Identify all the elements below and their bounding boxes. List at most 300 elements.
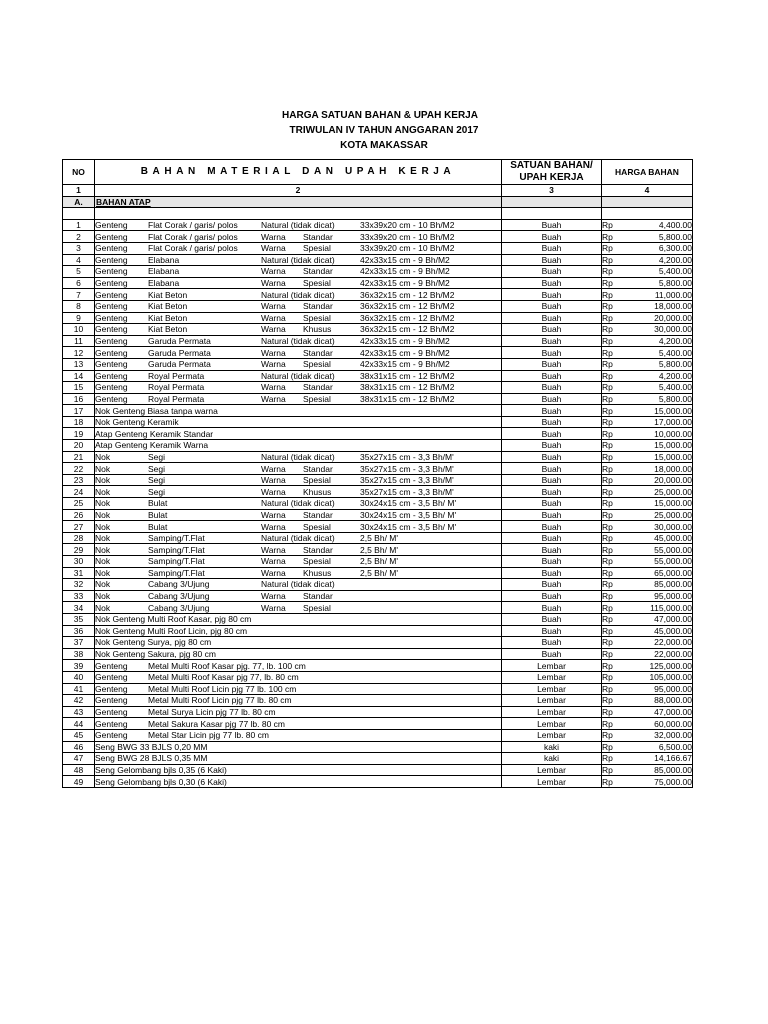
table-row: [63, 613, 693, 625]
currency-label: Rp: [602, 544, 613, 555]
material-description: Seng Gelombang bjls 0,35 (6 Kaki): [95, 764, 227, 775]
material-cell: [95, 219, 502, 231]
finish-grade: Spesial: [303, 243, 331, 254]
table-row: [63, 277, 693, 289]
material-cell: [95, 532, 502, 544]
finish-grade: Standar: [303, 591, 333, 602]
spacer-cell: [602, 208, 693, 220]
finish-type: Warna: [261, 231, 286, 242]
material-model: Kiat Beton: [148, 312, 188, 323]
table-row: [63, 729, 693, 741]
row-number: 47: [63, 753, 95, 765]
material-type: Nok: [95, 533, 111, 544]
material-size: 42x33x15 cm - 9 Bh/M2: [360, 359, 450, 370]
material-spec: Metal Sakura Kasar pjg 77 lb. 80 cm: [148, 718, 286, 729]
material-type: Nok: [95, 602, 111, 613]
finish-grade: Spesial: [303, 602, 331, 613]
row-number: 29: [63, 544, 95, 556]
finish-grade: Spesial: [303, 521, 331, 532]
price-cell: [602, 509, 693, 521]
currency-label: Rp: [602, 428, 613, 439]
finish-grade: Spesial: [303, 475, 331, 486]
unit-cell: Buah: [502, 405, 602, 417]
index-4: 4: [602, 185, 693, 197]
price-cell: [602, 683, 693, 695]
material-spec: Metal Multi Roof Licin pjg 77 lb. 100 cm: [148, 683, 297, 694]
material-model: Flat Corak / garis/ polos: [148, 243, 238, 254]
table-row: [63, 405, 693, 417]
finish-type: Warna: [261, 393, 286, 404]
price-value: 4,200.00: [658, 370, 692, 381]
currency-label: Rp: [602, 440, 613, 451]
material-cell: [95, 382, 502, 394]
price-cell: [602, 776, 693, 788]
row-number: 41: [63, 683, 95, 695]
finish-type: Warna: [261, 556, 286, 567]
price-cell: [602, 764, 693, 776]
material-size: 42x33x15 cm - 9 Bh/M2: [360, 254, 450, 265]
material-cell: [95, 706, 502, 718]
currency-label: Rp: [602, 521, 613, 532]
row-number: 40: [63, 671, 95, 683]
material-cells: [95, 568, 501, 578]
material-type: Genteng: [95, 301, 128, 312]
material-type: Genteng: [95, 382, 128, 393]
material-description: Nok Genteng Multi Roof Licin, pjg 80 cm: [95, 625, 248, 636]
price-cell: [602, 590, 693, 602]
row-number: 2: [63, 231, 95, 243]
material-cells: [95, 579, 501, 589]
material-cells: [95, 278, 501, 288]
row-number: 31: [63, 567, 95, 579]
material-cell: [95, 393, 502, 405]
price-value: 95,000.00: [654, 591, 692, 602]
row-number: 11: [63, 335, 95, 347]
row-number: 22: [63, 463, 95, 475]
price-value: 45,000.00: [654, 533, 692, 544]
row-number: 45: [63, 729, 95, 741]
price-cell: [602, 254, 693, 266]
finish-type: Warna: [261, 324, 286, 335]
price-value: 14,166.67: [654, 753, 692, 764]
material-type: Genteng: [95, 683, 128, 694]
material-size: 2,5 Bh/ M': [360, 533, 399, 544]
table-row: [63, 602, 693, 614]
currency-label: Rp: [602, 614, 613, 625]
price-value: 88,000.00: [654, 695, 692, 706]
material-finish: [261, 545, 360, 555]
currency-label: Rp: [602, 776, 613, 787]
row-number: 20: [63, 440, 95, 452]
price-cell: [602, 602, 693, 614]
finish-type: Warna: [261, 243, 286, 254]
material-cell: [95, 544, 502, 556]
material-model: Cabang 3/Ujung: [148, 591, 210, 602]
material-model: Segi: [148, 486, 166, 497]
spacer-row: [63, 208, 693, 220]
material-cells: [95, 556, 501, 566]
price-cell: [602, 671, 693, 683]
material-cell: [95, 556, 502, 568]
material-cell: [95, 370, 502, 382]
material-size: 36x32x15 cm - 12 Bh/M2: [360, 324, 455, 335]
row-number: 42: [63, 695, 95, 707]
material-cell: [95, 671, 502, 683]
unit-cell: Buah: [502, 648, 602, 660]
price-cell: [602, 347, 693, 359]
material-cells: [95, 359, 501, 369]
index-2: 2: [95, 185, 502, 197]
price-value: 18,000.00: [654, 463, 692, 474]
material-cell: [95, 358, 502, 370]
title-line-3: KOTA MAKASSAR: [340, 140, 428, 151]
material-finish: [261, 487, 360, 497]
unit-cell: Buah: [502, 416, 602, 428]
unit-cell: Buah: [502, 370, 602, 382]
price-value: 25,000.00: [654, 509, 692, 520]
unit-cell: Buah: [502, 428, 602, 440]
currency-label: Rp: [602, 405, 613, 416]
unit-cell: Lembar: [502, 718, 602, 730]
material-size: 36x32x15 cm - 12 Bh/M2: [360, 312, 455, 323]
table-row: [63, 266, 693, 278]
material-cell: [95, 718, 502, 730]
price-cell: [602, 474, 693, 486]
table-row: [63, 741, 693, 753]
material-finish: [261, 266, 360, 276]
price-value: 55,000.00: [654, 556, 692, 567]
material-type: Genteng: [95, 370, 128, 381]
material-size: 38x31x15 cm - 12 Bh/M2: [360, 370, 455, 381]
document-title: [0, 108, 768, 153]
row-number: 34: [63, 602, 95, 614]
table-row: [63, 695, 693, 707]
material-type: Nok: [95, 463, 111, 474]
unit-cell: kaki: [502, 753, 602, 765]
price-value: 15,000.00: [654, 440, 692, 451]
unit-cell: Lembar: [502, 695, 602, 707]
price-cell: [602, 579, 693, 591]
material-type: Genteng: [95, 718, 128, 729]
currency-label: Rp: [602, 567, 613, 578]
price-value: 6,500.00: [658, 741, 692, 752]
price-value: 85,000.00: [654, 764, 692, 775]
table-row: [63, 242, 693, 254]
material-size: 2,5 Bh/ M': [360, 556, 399, 567]
header-harga: HARGA BAHAN: [602, 160, 693, 185]
material-type: Genteng: [95, 393, 128, 404]
unit-cell: Buah: [502, 277, 602, 289]
material-cells: [95, 336, 501, 346]
row-number: 36: [63, 625, 95, 637]
section-code: A.: [63, 196, 95, 208]
header-satuan: SATUAN BAHAN/ UPAH KERJA: [502, 160, 602, 185]
material-model: Kiat Beton: [148, 324, 188, 335]
material-cell: [95, 613, 502, 625]
material-cell: [95, 648, 502, 660]
material-model: Bulat: [148, 509, 168, 520]
currency-label: Rp: [602, 220, 613, 231]
currency-label: Rp: [602, 741, 613, 752]
material-type: Genteng: [95, 289, 128, 300]
currency-label: Rp: [602, 591, 613, 602]
material-finish: [261, 348, 360, 358]
price-value: 125,000.00: [649, 660, 692, 671]
material-cell: [95, 463, 502, 475]
finish-grade: Spesial: [303, 393, 331, 404]
material-cell: [95, 277, 502, 289]
table-row: [63, 347, 693, 359]
table-row: [63, 300, 693, 312]
table-row: [63, 509, 693, 521]
unit-cell: Buah: [502, 219, 602, 231]
material-cells: [95, 324, 501, 334]
currency-label: Rp: [602, 347, 613, 358]
price-cell: [602, 521, 693, 533]
material-model: Elabana: [148, 254, 180, 265]
material-model: Samping/T.Flat: [148, 544, 205, 555]
table-row: [63, 648, 693, 660]
material-finish: [261, 603, 360, 613]
row-number: 38: [63, 648, 95, 660]
material-type: Nok: [95, 521, 111, 532]
index-3: 3: [502, 185, 602, 197]
price-value: 65,000.00: [654, 567, 692, 578]
material-model: Samping/T.Flat: [148, 533, 205, 544]
material-description: Seng BWG 28 BJLS 0,35 MM: [95, 753, 208, 764]
material-type: Nok: [95, 509, 111, 520]
material-size: 30x24x15 cm - 3,5 Bh/ M': [360, 521, 457, 532]
row-number: 39: [63, 660, 95, 672]
finish-type: Warna: [261, 301, 286, 312]
material-finish: [261, 278, 360, 288]
finish-grade: Standar: [303, 509, 333, 520]
price-cell: [602, 556, 693, 568]
material-cells: [95, 301, 501, 311]
unit-cell: Buah: [502, 625, 602, 637]
material-cells: [95, 510, 501, 520]
material-type: Genteng: [95, 707, 128, 718]
material-model: Kiat Beton: [148, 289, 188, 300]
currency-label: Rp: [602, 649, 613, 660]
row-number: 49: [63, 776, 95, 788]
currency-label: Rp: [602, 498, 613, 509]
price-value: 115,000.00: [650, 602, 692, 613]
price-cell: [602, 289, 693, 301]
material-type: Genteng: [95, 672, 128, 683]
currency-label: Rp: [602, 231, 613, 242]
material-cells: [95, 255, 501, 265]
price-value: 10,000.00: [654, 428, 692, 439]
material-cells: [95, 672, 501, 682]
row-number: 27: [63, 521, 95, 533]
unit-cell: Buah: [502, 637, 602, 649]
material-size: 42x33x15 cm - 9 Bh/M2: [360, 336, 450, 347]
unit-cell: Buah: [502, 613, 602, 625]
price-value: 20,000.00: [654, 475, 692, 486]
material-cells: [95, 695, 501, 705]
currency-label: Rp: [602, 625, 613, 636]
row-number: 19: [63, 428, 95, 440]
row-number: 8: [63, 300, 95, 312]
material-size: 42x33x15 cm - 9 Bh/M2: [360, 266, 450, 277]
price-value: 30,000.00: [654, 521, 692, 532]
material-finish: [261, 243, 360, 253]
material-cell: [95, 590, 502, 602]
material-cells: [95, 290, 501, 300]
row-number: 26: [63, 509, 95, 521]
finish-grade: Standar: [303, 463, 333, 474]
finish-type: Warna: [261, 486, 286, 497]
material-cell: [95, 729, 502, 741]
table-row: [63, 764, 693, 776]
header-material: BAHAN MATERIAL DAN UPAH KERJA: [95, 160, 502, 185]
material-model: Elabana: [148, 278, 180, 289]
currency-label: Rp: [602, 463, 613, 474]
price-cell: [602, 242, 693, 254]
finish-grade: Standar: [303, 382, 333, 393]
finish-type: Warna: [261, 544, 286, 555]
price-cell: [602, 324, 693, 336]
finish-type: Warna: [261, 567, 286, 578]
price-value: 60,000.00: [654, 718, 692, 729]
currency-label: Rp: [602, 695, 613, 706]
row-number: 30: [63, 556, 95, 568]
row-number: 28: [63, 532, 95, 544]
unit-cell: Lembar: [502, 660, 602, 672]
table-row: [63, 660, 693, 672]
finish-type: Warna: [261, 278, 286, 289]
material-finish: [261, 464, 360, 474]
finish-grade: Standar: [303, 347, 333, 358]
material-model: Samping/T.Flat: [148, 556, 205, 567]
unit-cell: Buah: [502, 335, 602, 347]
price-cell: [602, 428, 693, 440]
price-cell: [602, 405, 693, 417]
index-1: 1: [63, 185, 95, 197]
currency-label: Rp: [602, 753, 613, 764]
price-cell: [602, 544, 693, 556]
unit-cell: Buah: [502, 312, 602, 324]
finish-type: Warna: [261, 266, 286, 277]
currency-label: Rp: [602, 289, 613, 300]
finish-type: Warna: [261, 463, 286, 474]
unit-cell: Buah: [502, 474, 602, 486]
unit-cell: Buah: [502, 358, 602, 370]
material-size: 35x27x15 cm - 3,3 Bh/M': [360, 486, 454, 497]
finish-type: Natural (tidak dicat): [261, 254, 335, 265]
currency-label: Rp: [602, 254, 613, 265]
finish-grade: Khusus: [303, 567, 332, 578]
material-size: 33x39x20 cm - 10 Bh/M2: [360, 220, 455, 231]
row-number: 18: [63, 416, 95, 428]
price-value: 18,000.00: [654, 301, 692, 312]
finish-type: Natural (tidak dicat): [261, 336, 335, 347]
row-number: 1: [63, 219, 95, 231]
material-model: Segi: [148, 475, 166, 486]
material-model: Royal Permata: [148, 393, 205, 404]
price-cell: [602, 382, 693, 394]
material-model: Garuda Permata: [148, 336, 211, 347]
price-value: 17,000.00: [654, 417, 692, 428]
section-row: [63, 196, 693, 208]
material-cells: [95, 487, 501, 497]
table-row: [63, 486, 693, 498]
table-row: [63, 521, 693, 533]
price-cell: [602, 718, 693, 730]
material-finish: [261, 522, 360, 532]
material-cell: [95, 625, 502, 637]
header-no: NO: [63, 160, 95, 185]
material-description: Atap Genteng Keramik Standar: [95, 428, 214, 439]
material-finish: [261, 591, 360, 601]
material-cell: [95, 637, 502, 649]
unit-cell: Buah: [502, 590, 602, 602]
table-row: [63, 324, 693, 336]
price-cell: [602, 231, 693, 243]
table-row: [63, 416, 693, 428]
spacer-cell: [502, 208, 602, 220]
currency-label: Rp: [602, 730, 613, 741]
currency-label: Rp: [602, 486, 613, 497]
price-value: 25,000.00: [654, 486, 692, 497]
material-size: 30x24x15 cm - 3,5 Bh/ M': [360, 509, 457, 520]
material-finish: [261, 313, 360, 323]
material-cells: [95, 603, 501, 613]
table-row: [63, 683, 693, 695]
finish-grade: Spesial: [303, 359, 331, 370]
material-description: Nok Genteng Keramik: [95, 417, 179, 428]
table-row: [63, 382, 693, 394]
material-spec: Metal Multi Roof Licin pjg 77 lb. 80 cm: [148, 695, 292, 706]
finish-type: Warna: [261, 312, 286, 323]
material-cells: [95, 498, 501, 508]
material-type: Genteng: [95, 312, 128, 323]
table-row: [63, 625, 693, 637]
table-header-row: [63, 160, 693, 185]
material-cells: [95, 522, 501, 532]
material-cells: [95, 232, 501, 242]
price-cell: [602, 613, 693, 625]
material-size: 33x39x20 cm - 10 Bh/M2: [360, 231, 455, 242]
row-number: 7: [63, 289, 95, 301]
material-cells: [95, 464, 501, 474]
material-cells: [95, 382, 501, 392]
currency-label: Rp: [602, 324, 613, 335]
material-type: Genteng: [95, 254, 128, 265]
unit-cell: Buah: [502, 382, 602, 394]
material-type: Genteng: [95, 220, 128, 231]
material-type: Nok: [95, 556, 111, 567]
price-value: 11,000.00: [654, 289, 692, 300]
unit-cell: Buah: [502, 486, 602, 498]
material-cell: [95, 486, 502, 498]
section-empty-3: [502, 196, 602, 208]
unit-cell: Buah: [502, 498, 602, 510]
material-model: Segi: [148, 451, 166, 462]
row-number: 25: [63, 498, 95, 510]
material-cell: [95, 416, 502, 428]
material-cell: [95, 602, 502, 614]
material-cells: [95, 684, 501, 694]
material-finish: [261, 220, 360, 230]
finish-grade: Spesial: [303, 278, 331, 289]
material-model: Cabang 3/Ujung: [148, 579, 210, 590]
currency-label: Rp: [602, 707, 613, 718]
unit-cell: Buah: [502, 463, 602, 475]
material-type: Genteng: [95, 266, 128, 277]
material-description: Atap Genteng Keramik Warna: [95, 440, 209, 451]
